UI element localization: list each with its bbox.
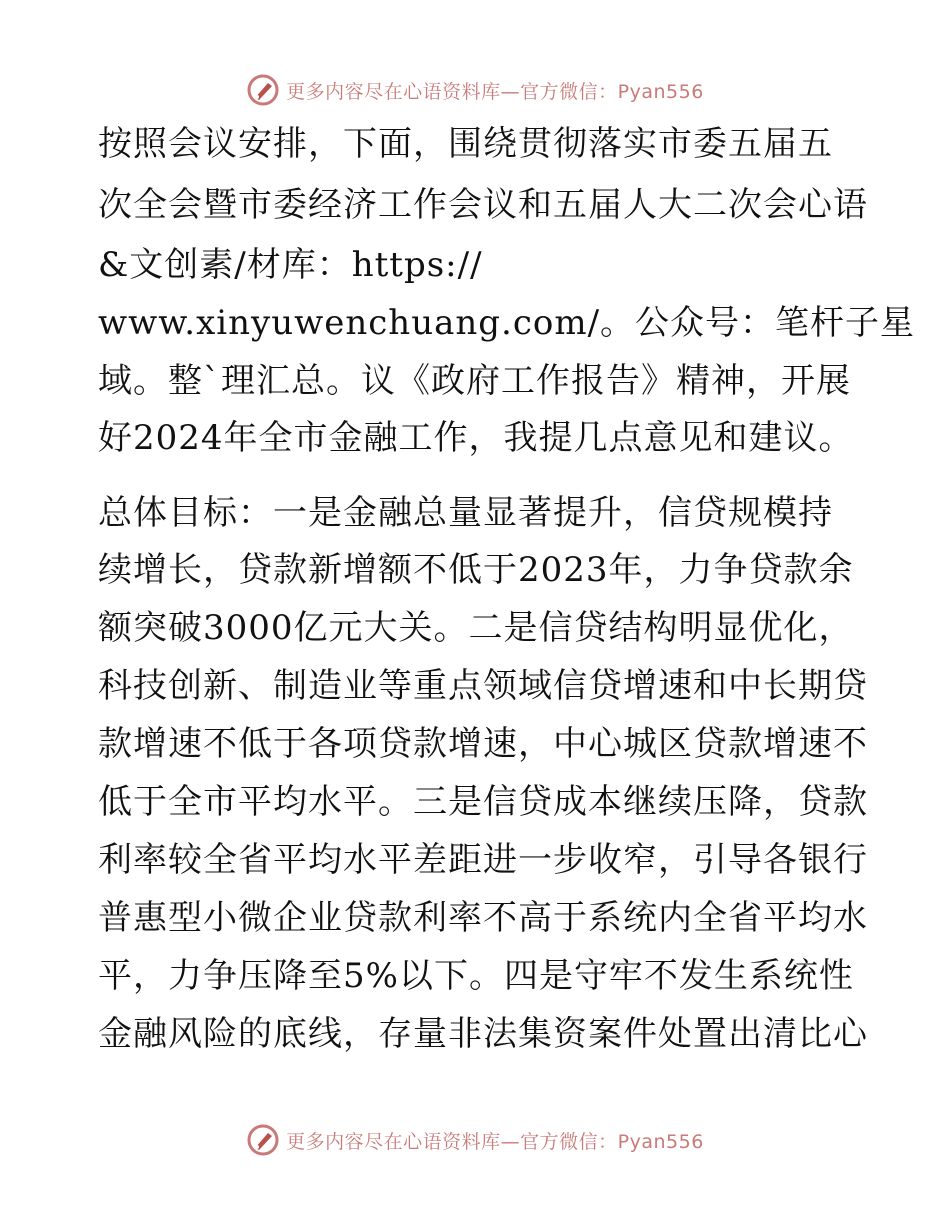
watermark-text: 更多内容尽在心语资料库—官方微信：Pyan556 xyxy=(286,1130,704,1153)
paragraph-line: 续增长，贷款新增额不低于2023年，力争贷款余 xyxy=(98,550,854,590)
watermark-text: 更多内容尽在心语资料库—官方微信：Pyan556 xyxy=(286,80,704,103)
paragraph-line: 科技创新、制造业等重点领域信贷增速和中长期贷 xyxy=(98,666,868,706)
paragraph-line: 平，力争压降至5%以下。四是守牢不发生系统性 xyxy=(98,956,854,996)
paragraph-line: 利率较全省平均水平差距进一步收窄，引导各银行 xyxy=(98,840,868,880)
paragraph-line: 按照会议安排，下面，围绕贯彻落实市委五届五 xyxy=(98,124,833,164)
paragraph-line: 总体目标：一是金融总量显著提升，信贷规模持 xyxy=(98,493,833,533)
watermark-footer xyxy=(0,1118,950,1162)
paragraph-line: 款增速不低于各项贷款增速，中心城区贷款增速不 xyxy=(98,724,868,764)
paragraph-line: 额突破3000亿元大关。二是信贷结构明显优化， xyxy=(98,608,854,648)
pen-circle-logo-icon xyxy=(246,73,280,107)
pen-circle-logo-icon xyxy=(246,1123,280,1157)
paragraph-line: www.xinyuwenchuang.com/。公众号：笔杆子星 xyxy=(98,303,916,343)
paragraph-line: 普惠型小微企业贷款利率不高于系统内全省平均水 xyxy=(98,898,868,938)
watermark-header xyxy=(0,68,950,112)
paragraph-line: 域。整`理汇总。议《政府工作报告》精神，开展 xyxy=(98,361,851,401)
paragraph-line: &文创素/材库：https:// xyxy=(98,245,483,285)
paragraph-line: 次全会暨市委经济工作会议和五届人大二次会心语 xyxy=(98,185,868,225)
paragraph-line: 金融风险的底线，存量非法集资案件处置出清比心 xyxy=(98,1014,868,1054)
paragraph-line: 低于全市平均水平。三是信贷成本继续压降，贷款 xyxy=(98,782,868,822)
paragraph-line: 好2024年全市金融工作，我提几点意见和建议。 xyxy=(98,418,854,458)
